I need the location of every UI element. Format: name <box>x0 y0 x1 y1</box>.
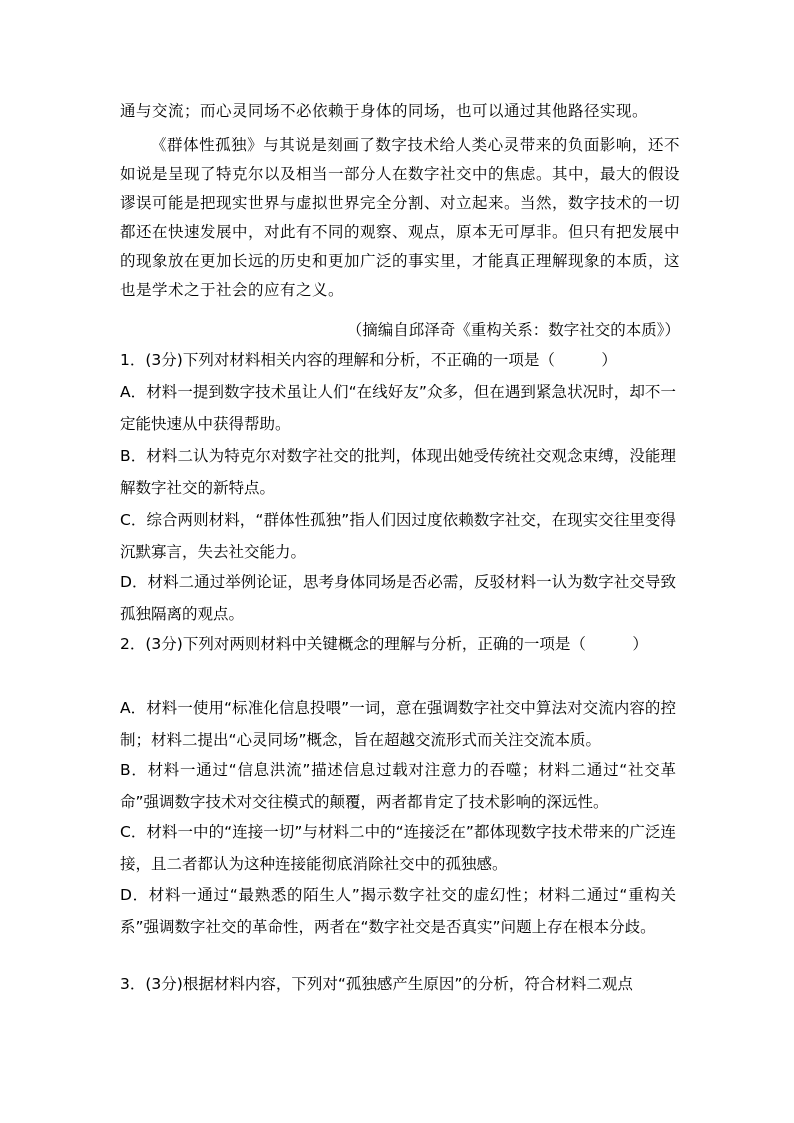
passage-source: （摘编自邱泽奇《重构关系：数字社交的本质》） <box>346 321 680 339</box>
option-c[interactable]: C．材料一中的“连接一切”与材料二中的“连接泛在”都体现数字技术带来的广泛连接，且二者都认为这种连接能彻底消除社交中的孤独感。 <box>120 823 676 873</box>
option-a[interactable]: A．材料一提到数字技术虽让人们“在线好友”众多，但在遇到紧急状况时，却不一定能快速从中获得帮助。 <box>120 383 676 433</box>
option-c[interactable]: C．综合两则材料，“群体性孤独”指人们因过度依赖数字社交，在现实交往里变得沉默寡言，失去社交能力。 <box>120 511 676 561</box>
passage-paragraph-2: 《群体性孤独》与其说是刻画了数字技术给人类心灵带来的负面影响，还不如说是呈现了特克尔以及相当一部分人在数字社交中的焦虑。其中，最大的假设谬误可能是把现实世界与虚拟世界完全分割、对立起来。当然，数字技术的一切都还在快速发展中，对此有不同的观察、观点，原本无可厚非。但只有把发展中的现象放在更加长远的历史和更加广泛的事实里，才能真正理解现象的本质，这也是学术之于社会的应有之义。 <box>120 136 681 299</box>
passage-paragraph-1: 通与交流；而心灵同场不必依赖于身体的同场，也可以通过其他路径实现。 <box>120 102 649 120</box>
option-d[interactable]: D．材料一通过“最熟悉的陌生人”揭示数字社交的虚幻性；材料二通过“重构关系”强调数字社交的革命性，两者在“数字社交是否真实”问题上存在根本分歧。 <box>120 886 676 936</box>
option-b[interactable]: B．材料一通过“信息洪流”描述信息过载对注意力的吞噬；材料二通过“社交革命”强调数字技术对交往模式的颠覆，两者都肯定了技术影响的深远性。 <box>120 761 676 811</box>
question-stem: 2．(3分)下列对两则材料中关键概念的理解与分析，正确的一项是（ ） <box>120 635 648 653</box>
question-stem: 1．(3分)下列对材料相关内容的理解和分析，不正确的一项是（ ） <box>120 351 617 369</box>
question-stem: 3．(3分)根据材料内容，下列对“孤独感产生原因”的分析，符合材料二观点 <box>120 975 633 993</box>
option-b[interactable]: B．材料二认为特克尔对数字社交的批判，体现出她受传统社交观念束缚，没能理解数字社交的新特点。 <box>120 447 676 497</box>
option-d[interactable]: D．材料二通过举例论证，思考身体同场是否必需，反驳材料一认为数字社交导致孤独隔离的观点。 <box>120 573 676 623</box>
option-a[interactable]: A．材料一使用“标准化信息投喂”一词，意在强调数字社交中算法对交流内容的控制；材料二提出“心灵同场”概念，旨在超越交流形式而关注交流本质。 <box>120 699 676 749</box>
